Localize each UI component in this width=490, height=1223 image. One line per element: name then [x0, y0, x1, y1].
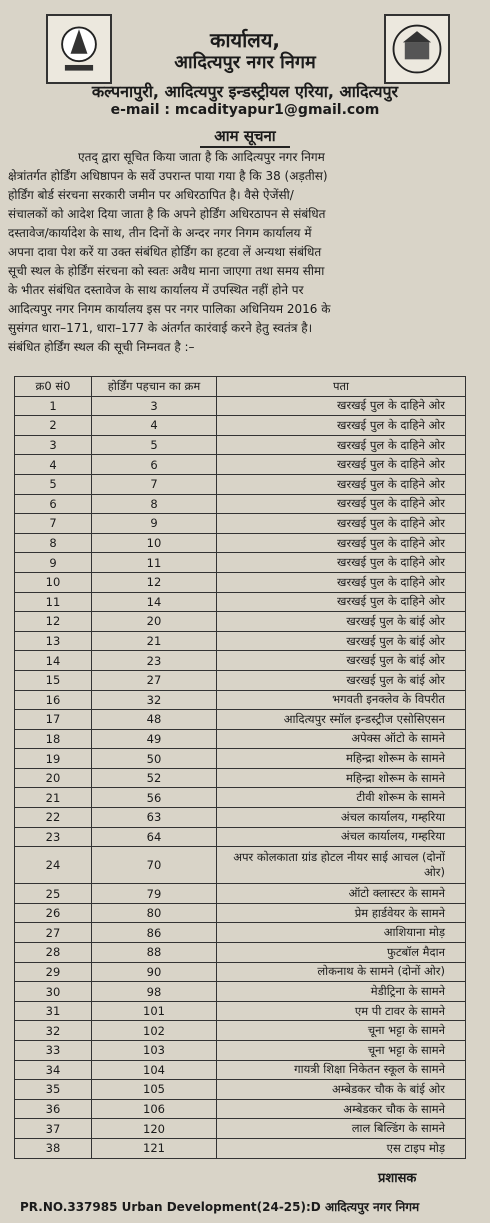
- cell-address: चूना भट्टा के सामने: [217, 1021, 466, 1041]
- cell-address: गायत्री शिक्षा निकेतन स्कूल के सामने: [217, 1060, 466, 1080]
- table-row: [15, 553, 466, 573]
- cell-address: खरखई पुल के बांई ओर: [217, 612, 466, 632]
- table-row: [15, 1138, 466, 1158]
- table-row: [15, 923, 466, 943]
- cell-serial: 8: [15, 533, 92, 553]
- cell-serial: 17: [15, 710, 92, 730]
- office-address: कल्पनापुरी, आदित्यपुर इन्डस्ट्रीयल एरिया, आदित्यपुर: [91, 82, 399, 101]
- cell-address: अपेक्स ऑटो के सामने: [217, 729, 466, 749]
- cell-hoarding-id: 8: [92, 494, 217, 514]
- table-row: [15, 612, 466, 632]
- table-row: [15, 592, 466, 612]
- cell-hoarding-id: 98: [92, 982, 217, 1002]
- cell-address: अपर कोलकाता ग्रांड होटल नीयर साई आचल (दोनों ओर): [217, 847, 466, 884]
- cell-serial: 30: [15, 982, 92, 1002]
- cell-hoarding-id: 80: [92, 903, 217, 923]
- table-row: [15, 690, 466, 710]
- cell-address: खरखई पुल के दाहिने ओर: [217, 572, 466, 592]
- office-heading: कार्यालय,: [209, 28, 281, 52]
- office-email: e-mail : mcadityapur1@gmail.com: [110, 102, 380, 118]
- cell-hoarding-id: 64: [92, 827, 217, 847]
- signatory-title: प्रशासक: [378, 1171, 417, 1186]
- table-row: [15, 808, 466, 828]
- cell-hoarding-id: 121: [92, 1138, 217, 1158]
- cell-serial: 36: [15, 1099, 92, 1119]
- cell-serial: 15: [15, 670, 92, 690]
- cell-hoarding-id: 106: [92, 1099, 217, 1119]
- cell-hoarding-id: 12: [92, 572, 217, 592]
- table-row: [15, 710, 466, 730]
- table-row: [15, 396, 466, 416]
- cell-hoarding-id: 3: [92, 396, 217, 416]
- cell-hoarding-id: 103: [92, 1041, 217, 1061]
- table-row: [15, 962, 466, 982]
- cell-serial: 7: [15, 514, 92, 534]
- cell-address: एस टाइप मोड़: [217, 1138, 466, 1158]
- cell-address: खरखई पुल के दाहिने ओर: [217, 553, 466, 573]
- notice-title: आम सूचना: [200, 126, 290, 148]
- cell-serial: 33: [15, 1041, 92, 1061]
- cell-hoarding-id: 50: [92, 749, 217, 769]
- cell-address: खरखई पुल के दाहिने ओर: [217, 592, 466, 612]
- table-row: [15, 1119, 466, 1139]
- cell-address: महिन्द्रा शोरूम के सामने: [217, 768, 466, 788]
- table-row: [15, 1060, 466, 1080]
- cell-address: खरखई पुल के दाहिने ओर: [217, 435, 466, 455]
- table-row: [15, 729, 466, 749]
- table-row: [15, 1041, 466, 1061]
- notice-line: आदित्यपुर नगर निगम कार्यालय इस पर नगर पालिका अधिनियम 2016 के: [8, 302, 331, 316]
- notice-line: अपना दावा पेश करें या उक्त संबंधित होर्डिंग का हटवा लें अन्यथा संबंधित: [8, 245, 322, 259]
- cell-serial: 14: [15, 651, 92, 671]
- cell-serial: 6: [15, 494, 92, 514]
- cell-hoarding-id: 7: [92, 474, 217, 494]
- cell-hoarding-id: 4: [92, 416, 217, 436]
- table-row: [15, 749, 466, 769]
- notice-body: [8, 148, 482, 357]
- cell-hoarding-id: 6: [92, 455, 217, 475]
- cell-address: लोकनाथ के सामने (दोनों ओर): [217, 962, 466, 982]
- cell-hoarding-id: 11: [92, 553, 217, 573]
- cell-hoarding-id: 27: [92, 670, 217, 690]
- notice-line: क्षेत्रांतर्गत होर्डिंग अधिष्ठापन के सर्वे उपरान्त पाया गया है कि 38 (अड़तीस): [8, 169, 328, 183]
- cell-serial: 26: [15, 903, 92, 923]
- table-row: [15, 533, 466, 553]
- cell-hoarding-id: 88: [92, 943, 217, 963]
- notice-line: के भीतर संबंधित दस्तावेज के साथ कार्यालय में उपस्थित नहीं होने पर: [8, 283, 304, 297]
- cell-hoarding-id: 21: [92, 631, 217, 651]
- cell-address: खरखई पुल के दाहिने ओर: [217, 514, 466, 534]
- table-row: [15, 1021, 466, 1041]
- cell-serial: 12: [15, 612, 92, 632]
- table-row: [15, 474, 466, 494]
- table-row: [15, 1001, 466, 1021]
- table-row: [15, 494, 466, 514]
- cell-serial: 32: [15, 1021, 92, 1041]
- cell-serial: 24: [15, 847, 92, 884]
- cell-serial: 11: [15, 592, 92, 612]
- cell-address: भगवती इनक्लेव के विपरीत: [217, 690, 466, 710]
- cell-hoarding-id: 10: [92, 533, 217, 553]
- cell-hoarding-id: 105: [92, 1080, 217, 1100]
- cell-hoarding-id: 86: [92, 923, 217, 943]
- table-row: [15, 768, 466, 788]
- col-header-hoarding-id: होर्डिंग पहचान का क्रम: [92, 377, 217, 397]
- footer-org: आदित्यपुर नगर निगम: [324, 1200, 420, 1214]
- cell-address: टीवी शोरूम के सामने: [217, 788, 466, 808]
- cell-hoarding-id: 120: [92, 1119, 217, 1139]
- cell-hoarding-id: 90: [92, 962, 217, 982]
- table-row: [15, 884, 466, 904]
- cell-serial: 25: [15, 884, 92, 904]
- notice-line: होर्डिंग बोर्ड संरचना सरकारी जमीन पर अधिरठापित है। वैसे ऐजेंसी/: [8, 188, 294, 202]
- cell-address: प्रेम हार्डवेयर के सामने: [217, 903, 466, 923]
- table-row: [15, 651, 466, 671]
- cell-serial: 16: [15, 690, 92, 710]
- cell-hoarding-id: 49: [92, 729, 217, 749]
- cell-hoarding-id: 23: [92, 651, 217, 671]
- cell-hoarding-id: 79: [92, 884, 217, 904]
- table-row: [15, 1080, 466, 1100]
- cell-address: खरखई पुल के बांई ओर: [217, 651, 466, 671]
- cell-serial: 20: [15, 768, 92, 788]
- cell-serial: 2: [15, 416, 92, 436]
- cell-serial: 29: [15, 962, 92, 982]
- cell-address: खरखई पुल के दाहिने ओर: [217, 474, 466, 494]
- cell-address: खरखई पुल के बांई ओर: [217, 631, 466, 651]
- table-row: [15, 631, 466, 651]
- cell-serial: 28: [15, 943, 92, 963]
- col-header-serial: क्र0 सं0: [15, 377, 92, 397]
- cell-serial: 13: [15, 631, 92, 651]
- cell-hoarding-id: 52: [92, 768, 217, 788]
- cell-address: अम्बेडकर चौक के सामने: [217, 1099, 466, 1119]
- cell-serial: 4: [15, 455, 92, 475]
- cell-address: फुटबॉल मैदान: [217, 943, 466, 963]
- cell-serial: 22: [15, 808, 92, 828]
- cell-serial: 27: [15, 923, 92, 943]
- cell-hoarding-id: 56: [92, 788, 217, 808]
- cell-serial: 5: [15, 474, 92, 494]
- cell-hoarding-id: 9: [92, 514, 217, 534]
- notice-line: संबंधित होर्डिंग स्थल की सूची निम्नवत है :–: [8, 340, 195, 354]
- cell-address: महिन्द्रा शोरूम के सामने: [217, 749, 466, 769]
- cell-serial: 37: [15, 1119, 92, 1139]
- office-name: आदित्यपुर नगर निगम: [174, 52, 316, 73]
- cell-address: खरखई पुल के दाहिने ओर: [217, 396, 466, 416]
- cell-address: आशियाना मोड़: [217, 923, 466, 943]
- cell-address: मेडीट्रिना के सामने: [217, 982, 466, 1002]
- cell-serial: 38: [15, 1138, 92, 1158]
- cell-serial: 19: [15, 749, 92, 769]
- table-row: [15, 416, 466, 436]
- cell-hoarding-id: 14: [92, 592, 217, 612]
- table-row: [15, 455, 466, 475]
- table-row: [15, 670, 466, 690]
- cell-serial: 1: [15, 396, 92, 416]
- cell-serial: 35: [15, 1080, 92, 1100]
- cell-address: खरखई पुल के दाहिने ओर: [217, 455, 466, 475]
- notice-line: सूची स्थल के होर्डिंग संरचना को स्वतः अवैध माना जाएगा तथा समय सीमा: [8, 264, 325, 278]
- table-row: [15, 943, 466, 963]
- table-row: [15, 788, 466, 808]
- table-row: [15, 514, 466, 534]
- cell-address: खरखई पुल के दाहिने ओर: [217, 494, 466, 514]
- cell-address: खरखई पुल के दाहिने ओर: [217, 416, 466, 436]
- cell-address: लाल बिल्डिंग के सामने: [217, 1119, 466, 1139]
- table-row: [15, 572, 466, 592]
- cell-address: ऑटो क्लास्टर के सामने: [217, 884, 466, 904]
- cell-address: चूना भट्टा के सामने: [217, 1041, 466, 1061]
- table-row: [15, 827, 466, 847]
- cell-hoarding-id: 63: [92, 808, 217, 828]
- cell-hoarding-id: 48: [92, 710, 217, 730]
- notice-line: एतद् द्वारा सूचित किया जाता है कि आदित्यपुर नगर निगम: [78, 150, 325, 164]
- col-header-address: पता: [217, 377, 466, 397]
- letterhead: [6, 0, 484, 120]
- cell-serial: 3: [15, 435, 92, 455]
- footer-line: [20, 1198, 484, 1215]
- cell-hoarding-id: 101: [92, 1001, 217, 1021]
- cell-serial: 34: [15, 1060, 92, 1080]
- cell-hoarding-id: 5: [92, 435, 217, 455]
- cell-address: अम्बेडकर चौक के बांई ओर: [217, 1080, 466, 1100]
- cell-serial: 18: [15, 729, 92, 749]
- cell-serial: 10: [15, 572, 92, 592]
- cell-serial: 21: [15, 788, 92, 808]
- pr-number: PR.NO.337985 Urban Development(24-25):D: [20, 1200, 321, 1214]
- cell-address: आदित्यपुर स्मॉल इन्डस्ट्रीज एसोसिएसन: [217, 710, 466, 730]
- table-row: [15, 982, 466, 1002]
- cell-address: एम पी टावर के सामने: [217, 1001, 466, 1021]
- table-row: [15, 847, 466, 884]
- notice-line: सुसंगत धारा–171, धारा–177 के अंतर्गत कारंवाई करने हेतु स्वतंत्र है।: [8, 321, 313, 335]
- table-row: [15, 435, 466, 455]
- cell-address: अंचल कार्यालय, गम्हरिया: [217, 808, 466, 828]
- cell-serial: 23: [15, 827, 92, 847]
- cell-hoarding-id: 32: [92, 690, 217, 710]
- cell-address: खरखई पुल के बांई ओर: [217, 670, 466, 690]
- notice-line: संचालकों को आदेश दिया जाता है कि अपने होर्डिंग अधिरठापन से संबंधित: [8, 207, 326, 221]
- cell-serial: 9: [15, 553, 92, 573]
- table-row: [15, 1099, 466, 1119]
- cell-serial: 31: [15, 1001, 92, 1021]
- cell-hoarding-id: 102: [92, 1021, 217, 1041]
- hoarding-list-table: [14, 376, 466, 1159]
- cell-address: अंचल कार्यालय, गम्हरिया: [217, 827, 466, 847]
- notice-line: दस्तावेज/कार्यादेश के साथ, तीन दिनों के अन्दर नगर निगम कार्यालय में: [8, 226, 312, 240]
- cell-hoarding-id: 70: [92, 847, 217, 884]
- cell-address: खरखई पुल के दाहिने ओर: [217, 533, 466, 553]
- table-row: [15, 903, 466, 923]
- cell-hoarding-id: 104: [92, 1060, 217, 1080]
- cell-hoarding-id: 20: [92, 612, 217, 632]
